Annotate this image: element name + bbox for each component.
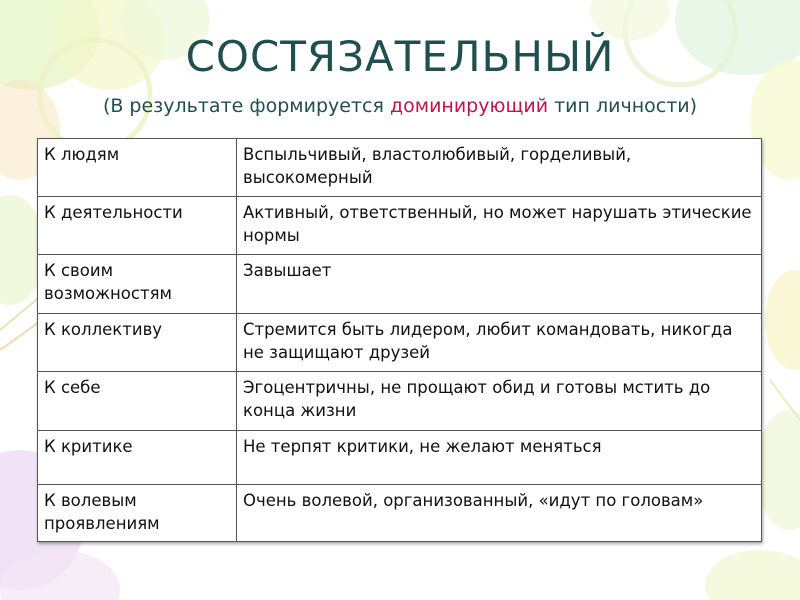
row-description-cell: Эгоцентричны, не прощают обид и готовы мстить до конца жизни	[237, 372, 762, 431]
subtitle-text-end: тип личности)	[548, 95, 698, 117]
subtitle-text-start: (В результате формируется	[102, 95, 390, 117]
row-aspect-cell: К деятельности	[38, 197, 237, 255]
row-description-cell: Очень волевой, организованный, «идут по головам»	[237, 485, 762, 542]
subtitle-accent-word: доминирующий	[389, 95, 549, 117]
row-aspect-cell: К волевым проявлениям	[38, 485, 237, 542]
table-row	[38, 485, 762, 542]
row-aspect-cell: К своим возможностям	[38, 255, 237, 314]
table-row	[38, 197, 762, 255]
row-description-cell: Стремится быть лидером, любит командовать, никогда не защищают друзей	[237, 314, 762, 372]
row-description-cell: Не терпят критики, не желают меняться	[237, 431, 762, 485]
table-row	[38, 255, 762, 314]
page-subtitle	[0, 95, 800, 117]
row-aspect-cell: К коллективу	[38, 314, 237, 372]
table-row	[38, 314, 762, 372]
traits-table	[37, 138, 762, 542]
row-description-cell: Активный, ответственный, но может нарушать этические нормы	[237, 197, 762, 255]
balloon-shape	[705, 550, 800, 600]
table-row	[38, 431, 762, 485]
balloon-shape	[765, 270, 800, 370]
table-row	[38, 372, 762, 431]
row-description-cell: Завышает	[237, 255, 762, 314]
table-row	[38, 139, 762, 197]
page-title: СОСТЯЗАТЕЛЬНЫЙ	[185, 32, 615, 81]
row-description-cell: Вспыльчивый, властолюбивый, горделивый, высокомерный	[237, 139, 762, 197]
row-aspect-cell: К себе	[38, 372, 237, 431]
row-aspect-cell: К людям	[38, 139, 237, 197]
row-aspect-cell: К критике	[38, 431, 237, 485]
